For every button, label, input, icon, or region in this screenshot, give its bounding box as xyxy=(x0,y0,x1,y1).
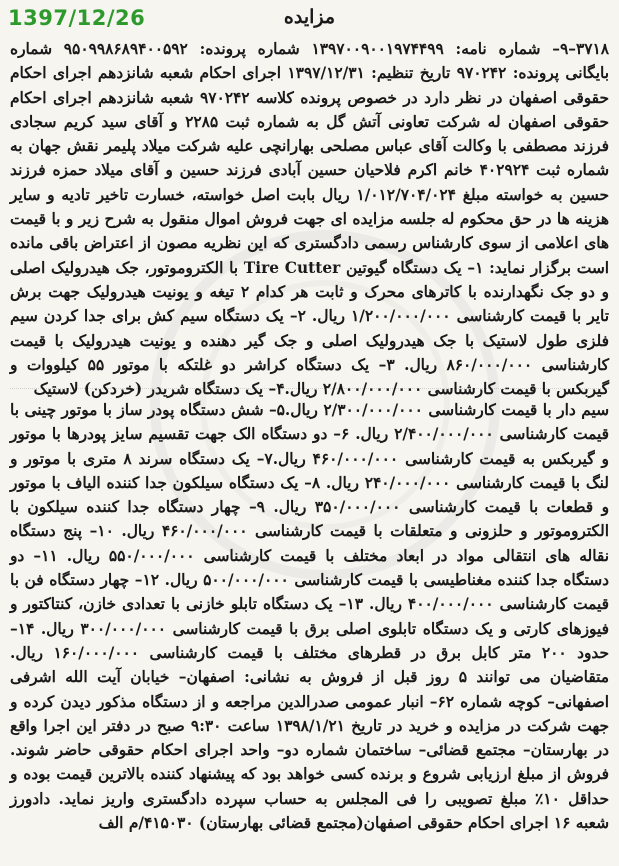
notice-title: مزایده xyxy=(283,6,336,28)
notice-paragraph-1: ۳۷۱۸–۹– شماره نامه: ۱۳۹۷۰۰۹۰۰۱۹۷۴۴۹۹ شماره پرونده: ۹۵۰۹۹۸۶۸۹۴۰۰۵۹۲ شماره بایگانی پرونده: ۹۷۰۲۴۲ تاریخ تنظیم: ۱۳۹۷/۱۲/۳۱ اجرای احکام شعبه شانزدهم اجرای احکام حقوقی اصفهان در نظر دارد در خصوص پرونده کلاسه ۹۷۰۲۴۲ شعبه شانزدهم اجرای احکام حقوقی اصفهان له شرکت تعاونی آتش گل به شماره ثبت ۲۲۸۵ و آقای سید کریم سجادی فرزند مصطفی با وکالت آقای عباس مصلحی بهارانچی علیه شرکت میلاد پلیمر نقش جهان به شماره ثبت ۴۰۲۹۲۴ خانم اکرم فلاحیان حسین آبادی فرزند حسین و آقای میلاد حمزه فرزند حسین به خواسته مبلغ ۱/۰۱۲/۷۰۴/۰۲۴ ریال بابت اصل خواسته، خسارت تاخیر تادیه و سایر هزینه ها در حق محکوم له جلسه مزایده ای جهت فروش اموال منقول به شرح زیر و با قیمت های اعلامی از سوی کارشناس رسمی دادگستری که این نظریه مصون از اعتراض باقی مانده است برگزار نماید: ۱– یک دستگاه گیوتین Tire Cutter با الکتروموتور، جک هیدرولیک اصلی و دو جک نگهدارنده با کاترهای محرک و ثابت هر کدام ۲ تیغه و یونیت هیدرولیک جهت برش تایر با قیمت کارشناسی ۱/۲۰۰/۰۰۰/۰۰۰ ریال. ۲– یک دستگاه سیم کش برای جدا کردن سیم فلزی طول لاستیک با جک هیدرولیک اصلی و جک گیر دهنده و یونیت هیدرولیک با قیمت کارشناسی ۸۶۰/۰۰۰/۰۰۰ ریال. ۳– یک دستگاه کراشر دو غلتکه با موتور ۵۵ کیلووات و گیربکس با قیمت کارشناسی ۲/۸۰۰/۰۰۰/۰۰۰ ریال.۴– یک دستگاه شریدر (خردکن) لاستیک xyxy=(10,40,610,399)
date-stamp: 1397/12/26 xyxy=(8,6,146,30)
column-divider xyxy=(10,388,609,389)
notice-body-part-1 xyxy=(10,37,610,399)
notice-body-part-2 xyxy=(10,398,609,858)
notice-paragraph-2: سیم دار با قیمت کارشناسی ۲/۳۰۰/۰۰۰/۰۰۰ ریال.۵– شش دستگاه پودر ساز با موتور چینی با قیمت کارشناسی ۲/۴۰۰/۰۰۰/۰۰۰ ریال. ۶– دو دستگاه الک جهت تقسیم سایز پودرها با موتور و گیربکس به قیمت کارشناسی ۴۶۰/۰۰۰/۰۰۰ ریال.۷– یک دستگاه سرند ۸ متری با موتور و لنگ با قیمت کارشناسی ۲۴۰/۰۰۰/۰۰۰ ریال. ۸– یک دستگاه سیلکون جدا کننده الیاف با موتور و قطعات با قیمت کارشناسی ۳۵۰/۰۰۰/۰۰۰ ریال. ۹– چهار دستگاه جدا کننده سیلکون با الکتروموتور و حلزونی و متعلقات با قیمت کارشناسی ۴۶۰/۰۰۰/۰۰۰ ریال. ۱۰– پنج دستگاه نقاله های انتقالی مواد در ابعاد مختلف با قیمت کارشناسی ۵۵۰/۰۰۰/۰۰۰ ریال. ۱۱– دو دستگاه جدا کننده مغناطیسی با قیمت کارشناسی ۵۰۰/۰۰۰/۰۰۰ ریال. ۱۲– چهار دستگاه فن با قیمت کارشناسی ۴۰۰/۰۰۰/۰۰۰ ریال. ۱۳– یک دستگاه تابلو خازنی با تعدادی خازن، کنتاکتور و فیوزهای کارتی و یک دستگاه تابلوی اصلی برق با قیمت کارشناسی ۳۰۰/۰۰۰/۰۰۰ ریال. ۱۴– حدود ۲۰۰ متر کابل برق در قطرهای مختلف با قیمت کارشناسی ۱۶۰/۰۰۰/۰۰۰ ریال. متقاضیان می توانند ۵ روز قبل از فروش به نشانی: اصفهان– خیابان آیت الله اشرفی اصفهانی– کوچه شماره ۶۲– انبار عمومی صدرالدین مراجعه و از دستگاه مذکور دیدن کرده و جهت شرکت در مزایده و خرید در تاریخ ۱۳۹۸/۱/۲۱ ساعت ۹:۳۰ صبح در دفتر این اجرا واقع در بهارستان– مجتمع قضائی– ساختمان شماره دو– واحد اجرای احکام حقوقی حاضر شوند. فروش از مبلغ ارزیابی شروع و برنده کسی خواهد بود که پیشنهاد کننده بالاترین قیمت بوده و حداقل ۱۰٪ مبلغ تصویبی را فی المجلس به حساب سپرده دادگستری واریز نماید. دادورز شعبه ۱۶ اجرای احکام حقوقی اصفهان(مجتمع قضائی بهارستان) ۴۱۵۰۳۰/م الف xyxy=(10,401,610,833)
